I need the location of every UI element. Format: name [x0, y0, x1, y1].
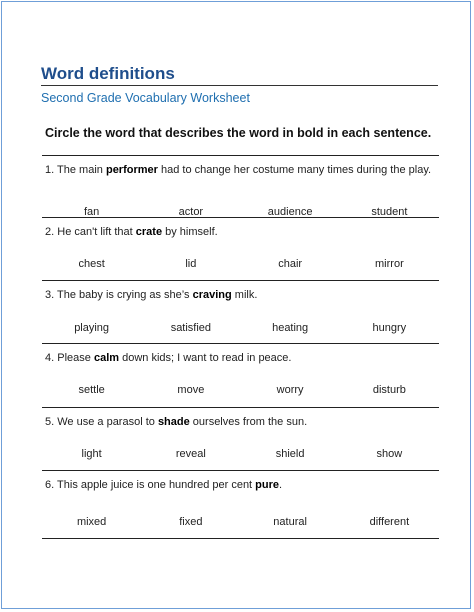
option-word[interactable]: heating — [272, 322, 309, 334]
question-text: 1. The main performer had to change her costume many times during the play. — [45, 164, 432, 176]
title-divider — [41, 85, 438, 86]
bold-word: performer — [105, 164, 158, 176]
option-word[interactable]: hungry — [372, 322, 407, 334]
question-6 — [42, 470, 439, 539]
option-word[interactable]: actor — [178, 206, 204, 218]
question-text: 5. We use a parasol to shade ourselves from the sun. — [45, 416, 308, 428]
option-word[interactable]: satisfied — [170, 322, 212, 334]
bold-word: craving — [192, 289, 232, 301]
question-4 — [42, 343, 439, 407]
option-word[interactable]: move — [177, 384, 205, 396]
worksheet-page — [1, 1, 471, 609]
option-word[interactable]: settle — [78, 384, 105, 396]
option-word[interactable]: student — [371, 206, 408, 218]
instructions: Circle the word that describes the word in bold in each sentence. — [45, 126, 432, 140]
option-word[interactable]: audience — [267, 206, 313, 218]
bold-word: crate — [135, 226, 163, 238]
question-list — [42, 155, 439, 539]
option-word[interactable]: mirror — [375, 258, 404, 270]
option-word[interactable]: fixed — [179, 516, 203, 528]
option-word[interactable]: disturb — [372, 384, 406, 396]
option-word[interactable]: show — [376, 448, 403, 460]
question-3 — [42, 280, 439, 343]
question-5 — [42, 407, 439, 470]
option-word[interactable]: lid — [185, 258, 197, 270]
question-text: 3. The baby is crying as she’s craving milk. — [45, 289, 258, 301]
page-subtitle: Second Grade Vocabulary Worksheet — [41, 91, 250, 105]
answer-options — [42, 516, 439, 529]
option-word[interactable]: mixed — [76, 516, 107, 528]
question-text: 2. He can't lift that crate by himself. — [45, 226, 218, 238]
option-word[interactable]: different — [369, 516, 410, 528]
answer-options — [42, 258, 439, 271]
option-word[interactable]: reveal — [175, 448, 206, 460]
question-1 — [42, 155, 439, 217]
question-2 — [42, 217, 439, 280]
bold-word: calm — [93, 352, 120, 364]
option-word[interactable]: light — [81, 448, 102, 460]
option-word[interactable]: chair — [278, 258, 303, 270]
option-word[interactable]: worry — [276, 384, 304, 396]
option-word[interactable]: fan — [83, 206, 100, 218]
answer-options — [42, 322, 439, 335]
question-text: 6. This apple juice is one hundred per cent pure. — [45, 479, 283, 491]
option-word[interactable]: natural — [273, 516, 307, 528]
answer-options — [42, 384, 439, 397]
worksheet-header — [41, 64, 438, 105]
option-word[interactable]: playing — [74, 322, 110, 334]
answer-options — [42, 448, 439, 461]
bold-word: pure — [255, 479, 280, 491]
page-title: Word definitions — [41, 64, 175, 83]
question-text: 4. Please calm down kids; I want to read in peace. — [45, 352, 292, 364]
bold-word: shade — [157, 416, 190, 428]
option-word[interactable]: chest — [78, 258, 105, 270]
option-word[interactable]: shield — [275, 448, 305, 460]
